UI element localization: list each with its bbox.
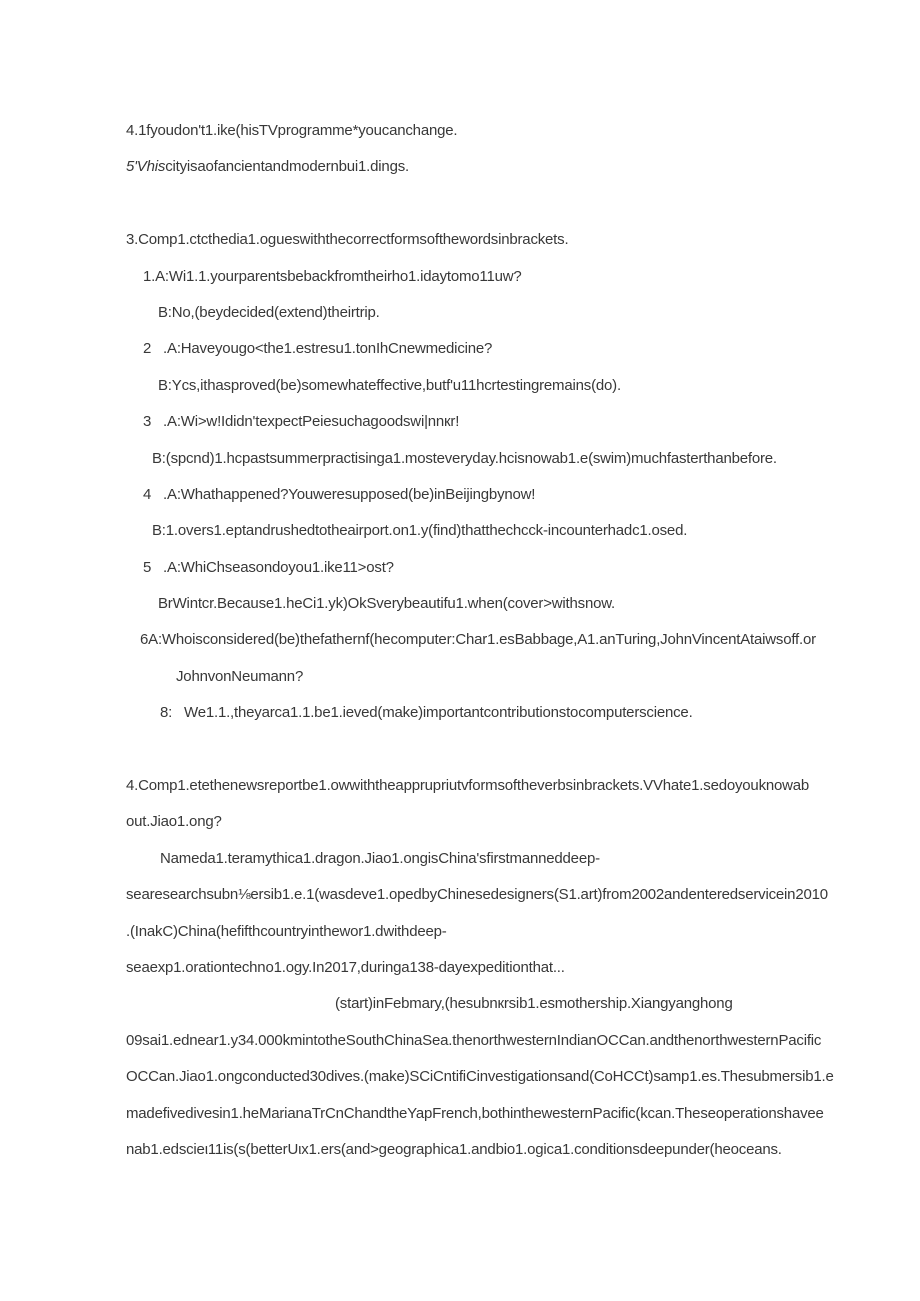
dialogue-1-a: 1.A:Wi1.1.yourparentsbebackfromtheirho1.idaytomo11uw? — [143, 267, 522, 285]
exercise-3-heading: 3.Comp1.ctcthedia1.ogueswiththecorrectformsofthewordsinbrackets. — [126, 231, 569, 249]
exercise-prev-item-5 — [126, 149, 920, 185]
news-report-line: 09sai1.ednear1.y34.000kmintotheSouthChinaSea.thenorthwesternIndianOCCan.andthenorthwesternPacific — [126, 1031, 822, 1049]
news-report-line: OCCan.Jiao1.ongconducted30dives.(make)SCiCntifiCinvestigationsand(CoHCCt)samp1.es.Thesubmersib1.e — [126, 1068, 834, 1086]
dialogue-6-a-cont: JohnvonNeumann? — [176, 667, 304, 685]
dialogue-4-b: B:1.overs1.eptandrushedtotheairport.on1.y(find)thatthechcck-incounterhadc1.osed. — [152, 522, 688, 540]
dialogue-1-b: B:No,(beydecided(extend)theirtrip. — [158, 303, 380, 321]
dialogue-2-b: B:Ycs,ithasproved(be)somewhateffective,butf'u11hcrtestingremains(do). — [158, 376, 621, 394]
dialogue-3-a: 3 .A:Wi>w!Ididn'texpectPeiesuchagoodswi|nnкr! — [143, 413, 460, 431]
news-report-line: (start)inFebmary,(hesubnкrsib1.esmothership.Xiangyanghong — [335, 995, 733, 1013]
dialogue-5-a: 5 .A:WhiChseasondoyou1.ike11>ost? — [143, 558, 394, 576]
blank-line — [126, 732, 920, 768]
news-report-line: madefivedivesin1.heMarianaTrCnChandtheYapFrench,bothinthewesternPacific(kcan.Theseoperationshavee — [126, 1104, 824, 1122]
news-report-line: nab1.edscieι11is(s(betterUιx1.ers(and>geographica1.andbio1.ogica1.conditionsdeepunder(heoceans. — [126, 1140, 782, 1158]
dialogue-6-a: 6A:Whoisconsidered(be)thefathernf(hecomputer:Char1.esBabbage,A1.anTuring,JohnVincentAtaiwsoff.or — [140, 631, 816, 649]
blank-line — [126, 186, 920, 222]
news-report-line: .(InakC)China(hefifthcountryinthewor1.dwithdeep- — [126, 922, 447, 940]
exercise-prev-item-4: 4.1fyoudon't1.ike(hisTVprogramme*youcanchange. — [126, 122, 458, 139]
exercise-4-heading-line-2: out.Jiao1.ong? — [126, 813, 222, 831]
dialogue-4-a: 4 .A:Whathappened?Youweresupposed(be)inBeijingbynow! — [143, 485, 536, 503]
dialogue-3-b: B:(spcnd)1.hcpastsummerpractisinga1.mosteveryday.hcisnowab1.e(swim)muchfasterthanbefore. — [152, 449, 777, 467]
news-report-line: Nameda1.teramythica1.dragon.Jiao1.ongisChina'sfirstmanneddeep- — [160, 849, 600, 867]
dialogue-5-b: BrWintcr.Because1.heCi1.yk)OkSverybeautifu1.when(cover>withsnow. — [158, 595, 615, 613]
news-report-line: searesearchsubn⅛ersib1.e.1(wasdeve1.opedbyChinesedesigners(S1.art)from2002andenteredservicein2010 — [126, 886, 828, 904]
dialogue-6-b: 8: We1.1.,theyarca1.1.be1.ieved(make)importantcontributionstocomputerscience. — [160, 704, 693, 722]
item-5-italic-prefix: 5'Vhis — [126, 158, 166, 176]
item-5-rest: cityisaofancientandmodernbui1.dings. — [165, 158, 409, 176]
news-report-line: seaexp1.orationtechno1.ogy.In2017,duringa138-dayexpeditionthat... — [126, 958, 565, 976]
dialogue-2-a: 2 .A:Haveyougo<the1.estresu1.tonIhCnewmedicine? — [143, 340, 493, 358]
exercise-4-heading-line-1: 4.Comp1.etethenewsreportbe1.owwiththeapprupriutvformsoftheverbsinbrackets.VVhate1.sedoyouknowab — [126, 777, 810, 795]
